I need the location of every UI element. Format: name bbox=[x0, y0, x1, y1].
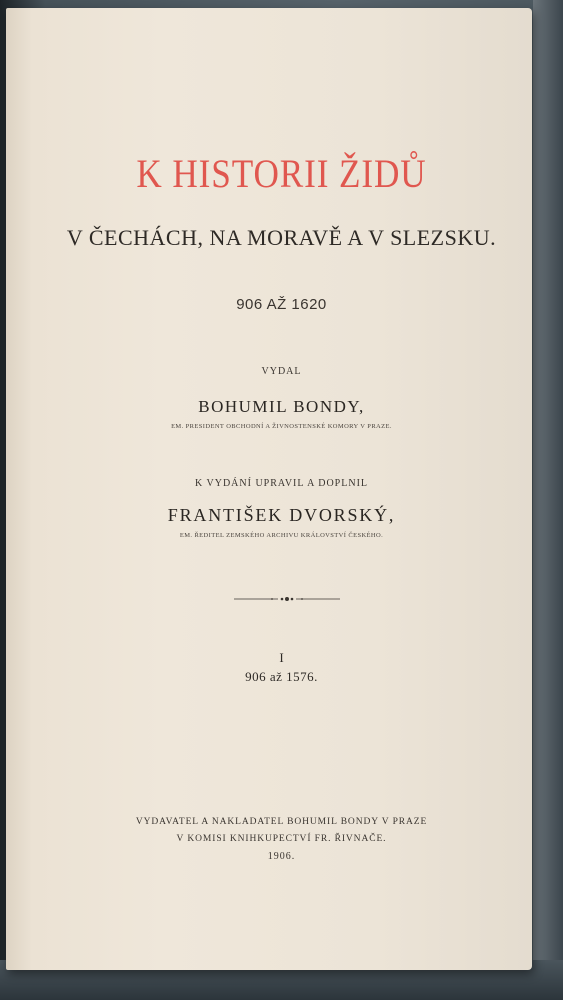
imprint-line-1: VYDAVATEL A NAKLADATEL BOHUMIL BONDY V PRAZE bbox=[135, 817, 428, 827]
editor-role: EM. ŘEDITEL ZEMSKÉHO ARCHIVU KRÁLOVSTVÍ ČESKÉHO. bbox=[179, 532, 384, 539]
editor-label: K VYDÁNÍ UPRAVIL A DOPLNIL bbox=[194, 478, 369, 489]
volume-years: 906 až 1576. bbox=[245, 669, 318, 684]
author-role: EM. PRESIDENT OBCHODNÍ A ŽIVNOSTENSKÉ KOMORY V PRAZE. bbox=[171, 423, 392, 430]
book-cover-edge bbox=[533, 0, 563, 1000]
book-years: 906 AŽ 1620 bbox=[236, 296, 327, 313]
publisher-label: VYDAL bbox=[261, 366, 302, 377]
book-title: K HISTORII ŽIDŮ bbox=[136, 151, 427, 196]
editor-name: FRANTIŠEK DVORSKÝ, bbox=[167, 505, 396, 525]
book-subtitle: V ČECHÁCH, NA MORAVĚ A V SLEZSKU. bbox=[66, 225, 497, 250]
imprint-year: 1906. bbox=[267, 851, 296, 862]
author-name: BOHUMIL BONDY, bbox=[198, 397, 365, 416]
volume-number: I bbox=[279, 650, 284, 665]
imprint-line-2: V KOMISI KNIHKUPECTVÍ FR. ŘIVNAČE. bbox=[176, 834, 387, 844]
ornament-divider bbox=[232, 594, 342, 604]
